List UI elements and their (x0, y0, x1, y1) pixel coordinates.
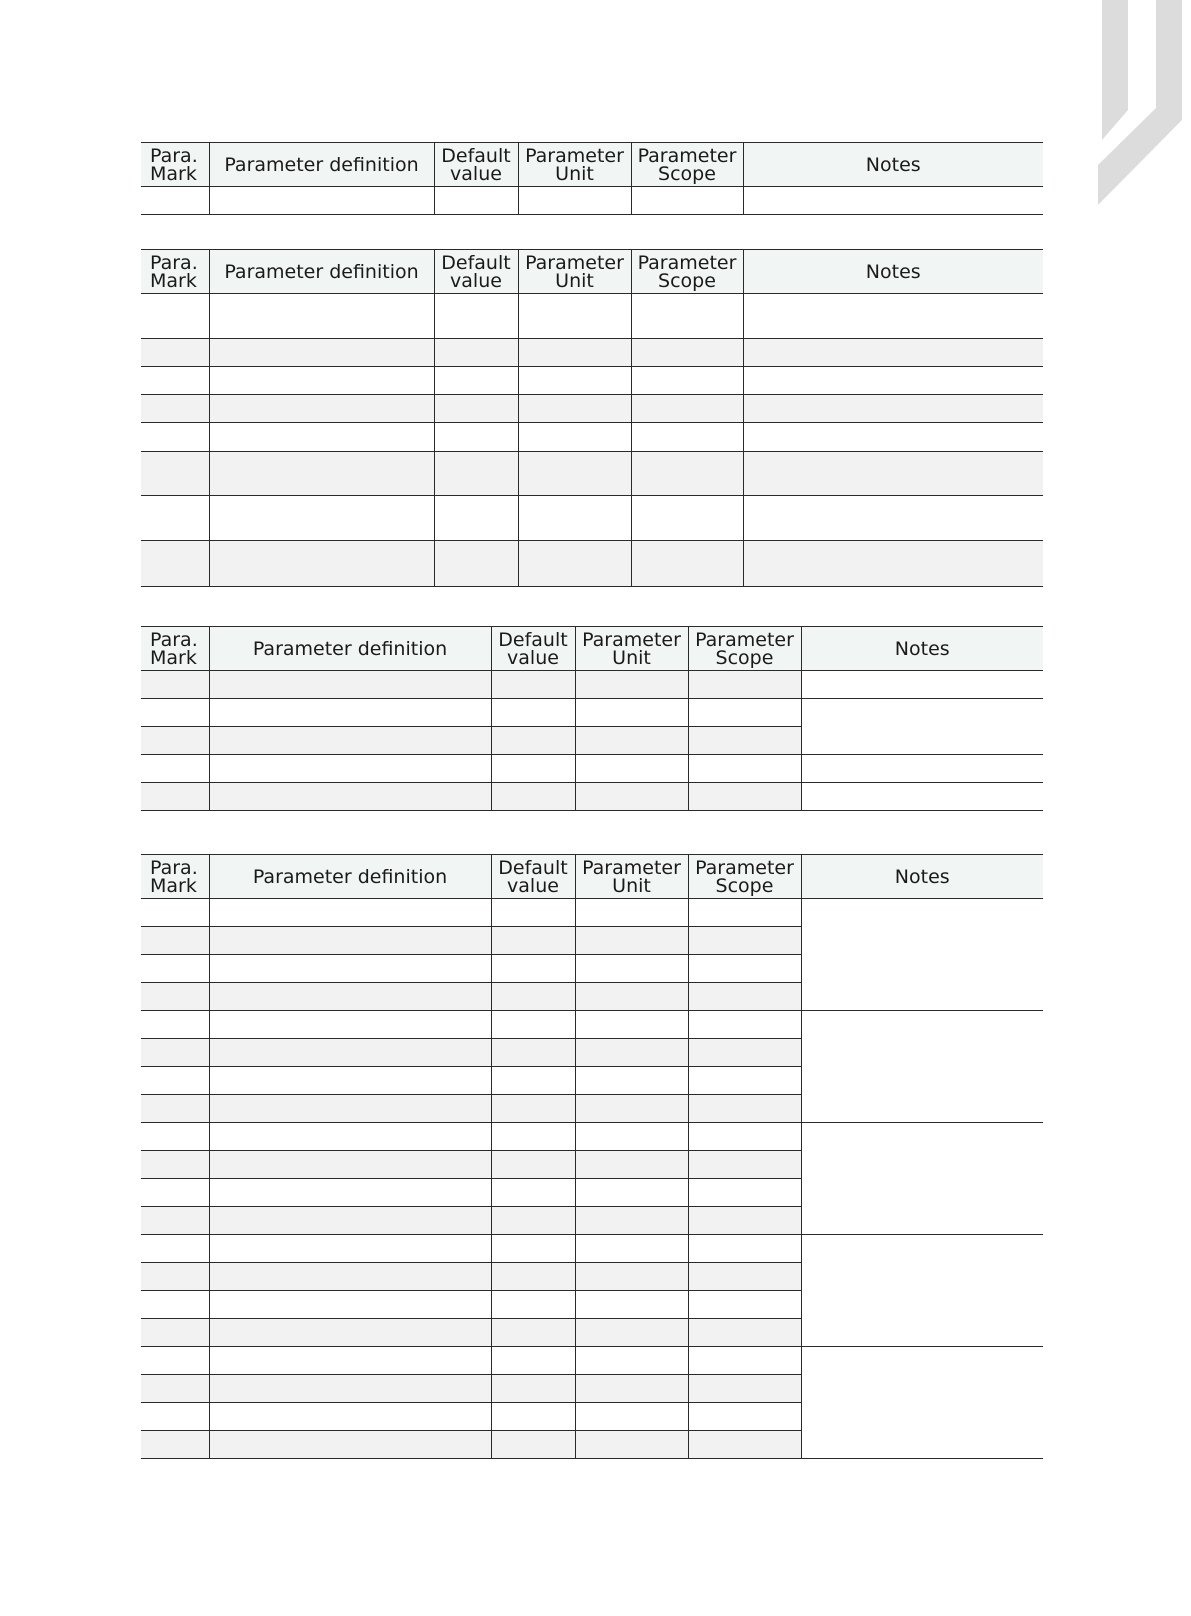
col-parameter-definition: Parameter definition (209, 627, 491, 671)
parameter-table-1 (141, 142, 1043, 215)
col-parameter-scope: Parameter Scope (631, 143, 743, 187)
col-default-value: Default value (491, 855, 575, 899)
col-parameter-scope: Parameter Scope (688, 855, 801, 899)
table-header-row (141, 855, 1043, 899)
col-parameter-unit: Parameter Unit (575, 627, 688, 671)
table-row (141, 423, 1043, 452)
col-default-value: Default value (434, 143, 518, 187)
col-parameter-unit: Parameter Unit (518, 143, 631, 187)
table-row (141, 1347, 1043, 1375)
col-notes: Notes (801, 855, 1043, 899)
table-row (141, 1011, 1043, 1039)
parameter-table-2 (141, 249, 1043, 587)
table-row (141, 367, 1043, 395)
table-row (141, 899, 1043, 927)
col-parameter-unit: Parameter Unit (575, 855, 688, 899)
table-row (141, 783, 1043, 811)
table-row (141, 395, 1043, 423)
table-header-row (141, 627, 1043, 671)
table-row (141, 452, 1043, 496)
table-row (141, 755, 1043, 783)
table-row (141, 1235, 1043, 1263)
col-para-mark: Para. Mark (141, 855, 209, 899)
table-row (141, 294, 1043, 339)
col-default-value: Default value (434, 250, 518, 294)
col-notes: Notes (743, 250, 1043, 294)
col-parameter-definition: Parameter definition (209, 143, 434, 187)
col-parameter-unit: Parameter Unit (518, 250, 631, 294)
col-default-value: Default value (491, 627, 575, 671)
col-parameter-definition: Parameter definition (209, 250, 434, 294)
table-row (141, 339, 1043, 367)
table-row (141, 496, 1043, 541)
table-row (141, 699, 1043, 727)
table-row (141, 671, 1043, 699)
parameter-table-3 (141, 626, 1043, 811)
col-notes: Notes (743, 143, 1043, 187)
col-parameter-scope: Parameter Scope (631, 250, 743, 294)
col-para-mark: Para. Mark (141, 627, 209, 671)
col-parameter-definition: Parameter definition (209, 855, 491, 899)
table-row (141, 187, 1043, 215)
table-row (141, 1123, 1043, 1151)
col-para-mark: Para. Mark (141, 143, 209, 187)
parameter-table-4 (141, 854, 1043, 1459)
col-para-mark: Para. Mark (141, 250, 209, 294)
table-header-row (141, 143, 1043, 187)
col-parameter-scope: Parameter Scope (688, 627, 801, 671)
table-row (141, 541, 1043, 587)
table-header-row (141, 250, 1043, 294)
col-notes: Notes (801, 627, 1043, 671)
